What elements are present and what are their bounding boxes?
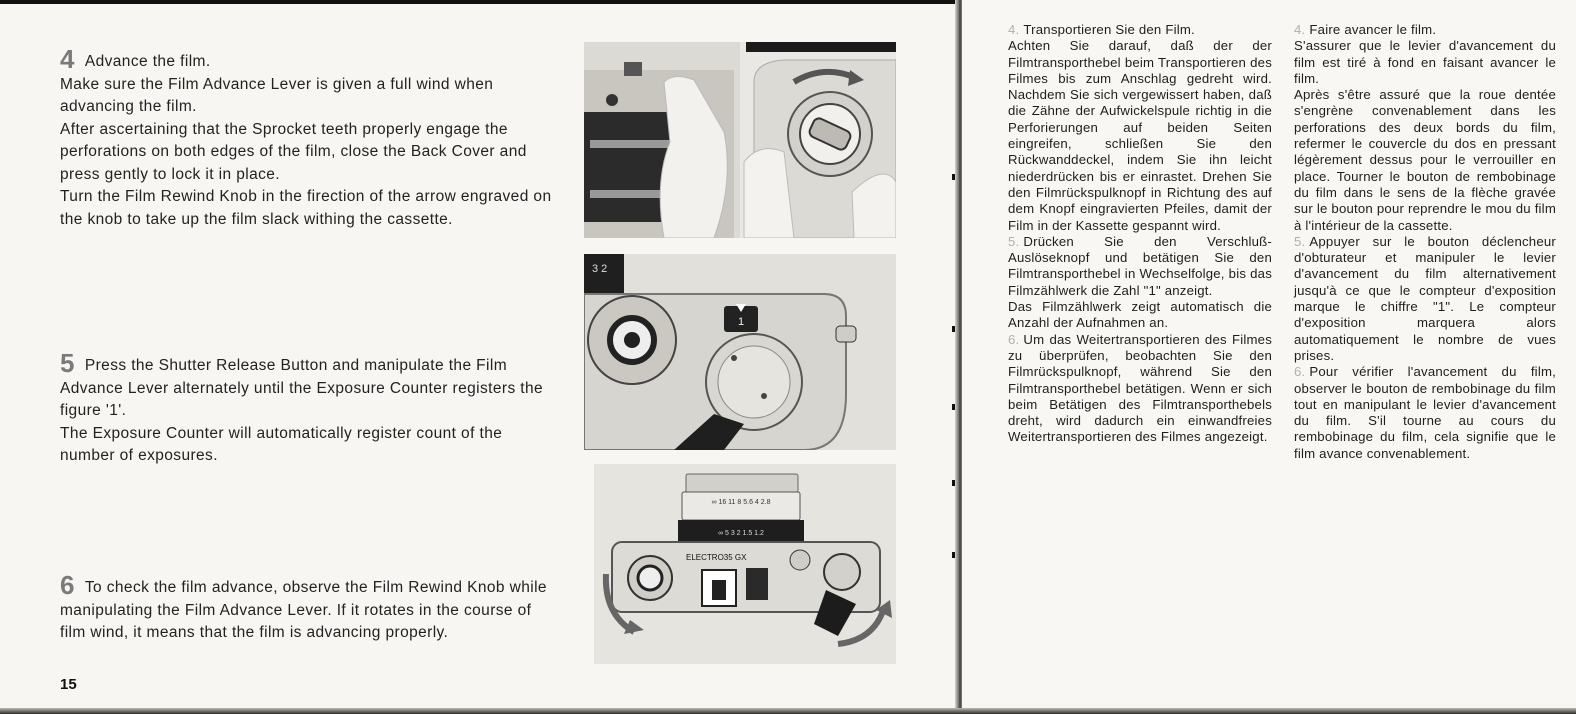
camera-back-illustration <box>584 42 896 238</box>
german-paragraph: Achten Sie darauf, daß der der Filmtransporthebel beim Transportieren des Filmes bis zum Anschlag gedreht wird. Nachdem Sie sich vergewissert haben, daß die Zähne der Aufwickelspule richtig in die Perforierungen auf beiden Seiten eingreifen, schließen Sie den Rückwanddeckel, indem Sie ihn leicht niederdrücken bis er einrastet. Drehen Sie den Filmrückspulknopf in Richtung des auf dem Knopf eingravierten Pfeiles, damit der Film in der Kassette gespannt wird. <box>1008 38 1272 233</box>
french-paragraph: Pour vérifier l'avancement du film, observer le bouton de rembobinage du film tout en manipulant le levier d'avancement du film. S'il tourne au cours du rembobinage du film, cela signifie que le film avance convenablement. <box>1294 364 1556 461</box>
page-number: 15 <box>60 676 77 693</box>
counter-window-value: 1 <box>737 316 745 328</box>
photo-exposure-counter <box>584 254 896 450</box>
german-column: 4. Transportieren Sie den Film. Achten Sie darauf, daß der der Filmtransporthebel beim Transportieren des Filmes bis zum Anschlag gedreht wird. Nachdem Sie sich vergewissert haben, daß die Zähne der Aufwickelspule richtig in die Perforierungen auf beiden Seiten eingreifen, schließen Sie den Rückwanddeckel, indem Sie ihn leicht niederdrücken bis er einrastet. Drehen Sie den Filmrückspulknopf in Richtung des auf dem Knopf eingravierten Pfeiles, damit der Film in der Kassette gespannt wird. 5. Drücken Sie den Verschluß-Auslöseknopf und betätigen Sie den Filmtransporthebel in Wechselfolge, bis das Filmzählwerk die Zahl "1" anzeigt. Das Filmzählwerk zeigt automatisch die Anzahl der Aufnahmen an. 6. Um das Weitertransportieren des Filmes zu überprüfen, beobachten Sie den Filmrückspulknopf, während Sie den Filmtransporthebel betätigen. Wenn er sich beim Betätigen des Filmtransporthebels dreht, wird dadurch ein einwandfreies Weitertransportieren des Filmes angezeigt. <box>1008 22 1272 445</box>
step-heading: Advance the film. <box>84 53 211 70</box>
german-paragraph: Das Filmzählwerk zeigt automatisch die Anzahl der Aufnahmen an. <box>1008 299 1272 331</box>
photo-back-cover <box>584 42 896 238</box>
french-paragraph: Appuyer sur le bouton déclencheur d'obturateur et manipuler le levier d'avancement du film alternativement jusqu'à ce que le compteur d'exposition marque le chiffre "1". Le compteur d'exposition marquera alors automatiquement le nombre de vues prises. <box>1294 233 1556 363</box>
step-paragraph: To check the film advance, observe the Film Rewind Knob while manipulating the Film Advance Lever. If it rotates in the course of film wind, it means that the film is advancing properly. <box>60 579 547 641</box>
page-bottom-edge <box>0 708 1576 714</box>
french-paragraph: S'assurer que le levier d'avancement du film est tiré à fond en faisant avancer le film. <box>1294 38 1556 86</box>
german-paragraph: Um das Weitertransportieren des Filmes zu überprüfen, beobachten Sie den Filmrückspulknopf, während Sie den Filmtransporthebel betätigen. Wenn er sich beim Betätigen des Filmtransporthebels dreht, wird dadurch ein einwandfreies Weitertransportieren des Filmes angezeigt. <box>1008 331 1272 445</box>
german-paragraph: Drücken Sie den Verschluß-Auslöseknopf und betätigen Sie den Filmtransporthebel in Wechselfolge, bis das Filmzählwerk die Zahl "1" anzeigt. <box>1008 233 1272 298</box>
photo-camera-top-view <box>594 464 896 664</box>
step-number: 6 <box>60 570 75 600</box>
step-5 <box>60 348 560 468</box>
german-paragraph: Transportieren Sie den Film. <box>1023 22 1195 37</box>
french-column: 4. Faire avancer le film. S'assurer que le levier d'avancement du film est tiré à fond en faisant avancer le film. Après s'être assuré que la roue dentée s'engrène convenablement dans les perforations des deux bords du film, refermer le couvercle du dos en pressant légèrement dessus pour le verrouiller en place. Tourner le bouton de rembobinage du film dans le sens de la flèche gravée sur le bouton pour reprendre le mou du film à l'intérieur de la cassette. 5. Appuyer sur le bouton déclencheur d'obturateur et manipuler le levier d'avancement du film alternativement jusqu'à ce que le compteur d'exposition marque le chiffre "1". Le compteur d'exposition marquera alors automatiquement le nombre de vues prises. 6. Pour vérifier l'avancement du film, observer le bouton de rembobinage du film tout en manipulant le levier d'avancement du film. S'il tourne au cours du rembobinage du film, cela signifie que le film avance convenablement. <box>1294 22 1556 461</box>
step-6 <box>60 570 560 645</box>
french-paragraph: Après s'être assuré que la roue dentée s'engrène convenablement dans les perforations des deux bords du film, refermer le couvercle du dos en pressant légèrement dessus pour le verrouiller en place. Tourner le bouton de rembobinage du film dans le sens de la flèche gravée sur le bouton pour reprendre le mou du film à l'intérieur de la cassette. <box>1294 87 1556 233</box>
step-4 <box>60 44 560 231</box>
camera-model-label: ELECTRO35 GX <box>686 553 747 562</box>
step-paragraph: Turn the Film Rewind Knob in the firection of the arrow engraved on the knob to take up the film slack withing the cassette. <box>60 188 552 228</box>
step-number: 4 <box>60 44 75 74</box>
step-paragraph: Make sure the Film Advance Lever is given a full wind when advancing the film. <box>60 75 494 115</box>
counter-digits: 3 2 <box>592 263 608 275</box>
lens-aperture-scale: ∞ 16 11 8 5.6 4 2.8 <box>711 499 771 506</box>
step-number: 5 <box>60 348 75 378</box>
step-paragraph: After ascertaining that the Sprocket teeth properly engage the perforations on both edges of the film, close the Back Cover and press gently to lock it in place. <box>60 120 527 183</box>
step-paragraph: The Exposure Counter will automatically register count of the number of exposures. <box>60 424 503 464</box>
step-paragraph: Press the Shutter Release Button and manipulate the Film Advance Lever alternately until the Exposure Counter registers the figure '1'. <box>60 357 544 419</box>
lens-distance-scale: ∞ 5 3 2 1.5 1.2 <box>718 530 764 537</box>
french-paragraph: Faire avancer le film. <box>1309 22 1437 37</box>
